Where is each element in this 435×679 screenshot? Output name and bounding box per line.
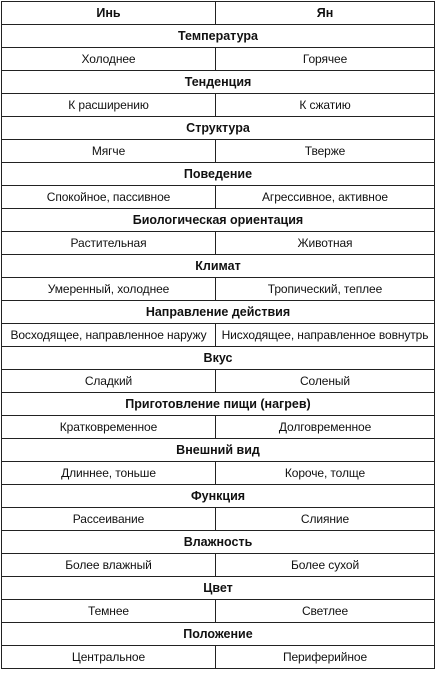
section-title-row [2,209,435,232]
column-header-yin: Инь [2,2,216,25]
table-row [2,462,435,485]
section-title-row [2,577,435,600]
table-row [2,186,435,209]
section-title: Биологическая ориентация [2,209,435,232]
yang-cell: Периферийное [216,646,435,669]
section-title-row [2,117,435,140]
section-title: Поведение [2,163,435,186]
yang-cell: Животная [216,232,435,255]
section-title-row [2,439,435,462]
section-title-row [2,25,435,48]
yin-cell: Центральное [2,646,216,669]
section-title: Положение [2,623,435,646]
section-title-row [2,301,435,324]
yang-cell: Слияние [216,508,435,531]
yang-cell: Тверже [216,140,435,163]
section-title: Структура [2,117,435,140]
yang-cell: К сжатию [216,94,435,117]
yin-cell: Кратковременное [2,416,216,439]
yin-cell: Длиннее, тоньше [2,462,216,485]
table-row [2,324,435,347]
yang-cell: Тропический, теплее [216,278,435,301]
section-title-row [2,255,435,278]
section-title-row [2,393,435,416]
section-title: Влажность [2,531,435,554]
yang-cell: Агрессивное, активное [216,186,435,209]
yang-cell: Горячее [216,48,435,71]
table-row [2,508,435,531]
table-row [2,416,435,439]
yang-cell: Долговременное [216,416,435,439]
yang-cell: Светлее [216,600,435,623]
yang-cell: Нисходящее, направленное вовнутрь [216,324,435,347]
yin-cell: Сладкий [2,370,216,393]
column-header-yang: Ян [216,2,435,25]
section-title: Приготовление пищи (нагрев) [2,393,435,416]
section-title: Температура [2,25,435,48]
section-title-row [2,347,435,370]
yin-cell: Рассеивание [2,508,216,531]
section-title-row [2,163,435,186]
table-row [2,278,435,301]
table-row [2,554,435,577]
section-title-row [2,485,435,508]
table-row [2,646,435,669]
table-row [2,600,435,623]
yin-cell: Холоднее [2,48,216,71]
yin-cell: Восходящее, направленное наружу [2,324,216,347]
section-title: Цвет [2,577,435,600]
yin-cell: Умеренный, холоднее [2,278,216,301]
section-title: Вкус [2,347,435,370]
section-title: Направление действия [2,301,435,324]
section-title: Внешний вид [2,439,435,462]
section-title-row [2,71,435,94]
yin-yang-table [1,1,435,669]
header-row [2,2,435,25]
yang-cell: Короче, толще [216,462,435,485]
table-row [2,232,435,255]
yin-cell: Спокойное, пассивное [2,186,216,209]
section-title: Функция [2,485,435,508]
yin-cell: Более влажный [2,554,216,577]
yang-cell: Более сухой [216,554,435,577]
section-title-row [2,531,435,554]
table-row [2,94,435,117]
section-title-row [2,623,435,646]
yin-cell: Темнее [2,600,216,623]
table-row [2,48,435,71]
section-title: Тенденция [2,71,435,94]
table-row [2,370,435,393]
yang-cell: Соленый [216,370,435,393]
table-row [2,140,435,163]
yin-cell: Мягче [2,140,216,163]
section-title: Климат [2,255,435,278]
yin-cell: К расширению [2,94,216,117]
yin-cell: Растительная [2,232,216,255]
